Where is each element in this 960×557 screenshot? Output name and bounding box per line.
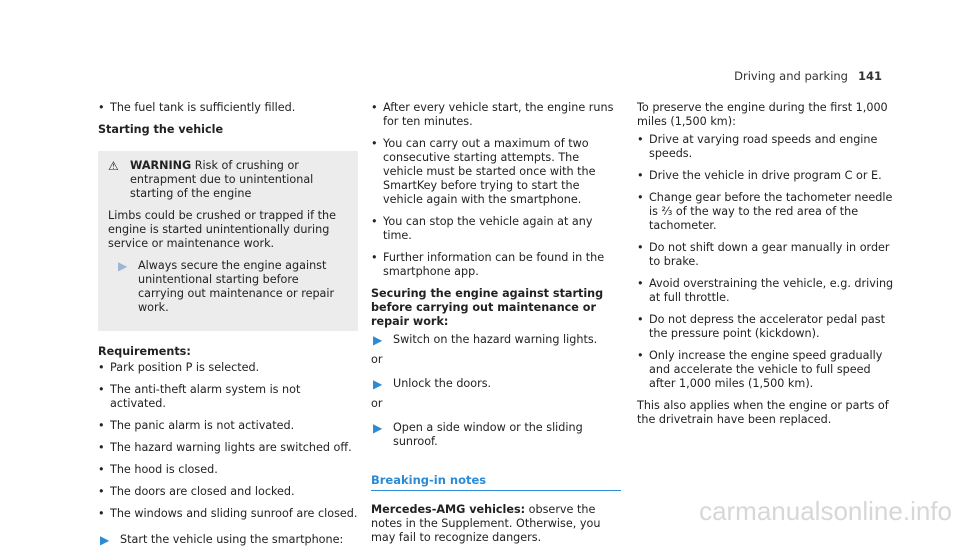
step-hazard — [371, 333, 621, 347]
page-header — [734, 69, 882, 83]
or-text: or — [371, 353, 383, 366]
start-notes-list — [371, 101, 621, 279]
warning-icon: ⚠ — [108, 159, 119, 173]
list-item: • You can stop the vehicle again at any time. — [371, 215, 621, 243]
step-start — [98, 533, 358, 547]
step-text: Unlock the doors. — [393, 377, 492, 390]
warning-head — [108, 159, 348, 201]
list-item: • The panic alarm is not activated. — [98, 419, 358, 433]
warning-box — [98, 151, 358, 331]
step-window — [371, 421, 621, 449]
requirements-list — [98, 361, 358, 521]
list-item: • The anti-theft alarm system is not activated. — [98, 383, 358, 411]
arrow-icon: ▶ — [118, 259, 128, 273]
column-3 — [637, 101, 897, 435]
list-item: • The windows and sliding sunroof are closed. — [98, 507, 358, 521]
warning-body: Limbs could be crushed or trapped if the engine is started unintentionally during service or maintenance work. — [108, 209, 336, 250]
step-text: Open a side window or the sliding sunroof. — [393, 421, 583, 448]
list-item: • You can carry out a maximum of two consecutive starting attempts. The vehicle must be started once with the SmartKey before trying to start the vehicle again with the smartphone. — [371, 137, 621, 207]
intro-bullets — [98, 101, 358, 115]
arrow-icon: ▶ — [373, 421, 383, 435]
arrow-icon: ▶ — [373, 333, 383, 347]
breakin-list — [637, 133, 897, 391]
securing-heading: Securing the engine against starting before carrying out maintenance or repair work: — [371, 287, 604, 328]
breakin-title: Breaking-in notes — [371, 473, 621, 491]
requirements-heading: Requirements: — [98, 345, 191, 358]
list-item: • Avoid overstraining the vehicle, e.g. driving at full throttle. — [637, 277, 897, 305]
list-item: • Only increase the engine speed gradually and accelerate the vehicle to full speed after 1,000 miles (1,500 km). — [637, 349, 897, 391]
or-text: or — [371, 397, 383, 410]
watermark: carmanualsonline.info — [699, 496, 952, 526]
list-item: • Drive at varying road speeds and engine speeds. — [637, 133, 897, 161]
list-item: • Drive the vehicle in drive program C or E. — [637, 169, 897, 183]
amg-label: Mercedes-AMG vehicles: — [371, 503, 526, 516]
list-item: • After every vehicle start, the engine runs for ten minutes. — [371, 101, 621, 129]
breakin-intro: To preserve the engine during the first 1,000 miles (1,500 km): — [637, 101, 888, 128]
warning-step-text: Always secure the engine against unintentional starting before carrying out maintenance or repair work. — [138, 259, 335, 314]
step-unlock — [371, 377, 621, 391]
section-name: Driving and parking — [734, 69, 848, 83]
amg-note — [371, 503, 621, 545]
arrow-icon: ▶ — [100, 533, 110, 547]
list-item: • Do not shift down a gear manually in order to brake. — [637, 241, 897, 269]
list-item: • Change gear before the tachometer needle is ⅔ of the way to the red area of the tachometer. — [637, 191, 897, 233]
list-item: • The doors are closed and locked. — [98, 485, 358, 499]
list-item: • Park position P is selected. — [98, 361, 358, 375]
list-item: • Do not depress the accelerator pedal past the pressure point (kickdown). — [637, 313, 897, 341]
page-number: 141 — [857, 69, 882, 83]
list-item: • The hood is closed. — [98, 463, 358, 477]
warning-label: WARNING — [130, 159, 192, 172]
breakin-outro: This also applies when the engine or parts of the drivetrain have been replaced. — [637, 399, 889, 426]
step-text: Start the vehicle using the smartphone: — [120, 533, 344, 546]
column-1 — [98, 101, 358, 557]
list-item: • Further information can be found in the smartphone app. — [371, 251, 621, 279]
arrow-icon: ▶ — [373, 377, 383, 391]
list-item: • The hazard warning lights are switched off. — [98, 441, 358, 455]
list-item: • The fuel tank is sufficiently filled. — [98, 101, 358, 115]
starting-heading: Starting the vehicle — [98, 123, 224, 136]
warning-step — [108, 259, 348, 315]
step-text: Switch on the hazard warning lights. — [393, 333, 598, 346]
column-2 — [371, 101, 621, 553]
warning-text: Risk of crushing or entrapment due to unintentional starting of the engine — [130, 159, 314, 200]
amg-text: observe the notes in the Supplement. Otherwise, you may fail to recognize dangers. — [371, 503, 601, 544]
